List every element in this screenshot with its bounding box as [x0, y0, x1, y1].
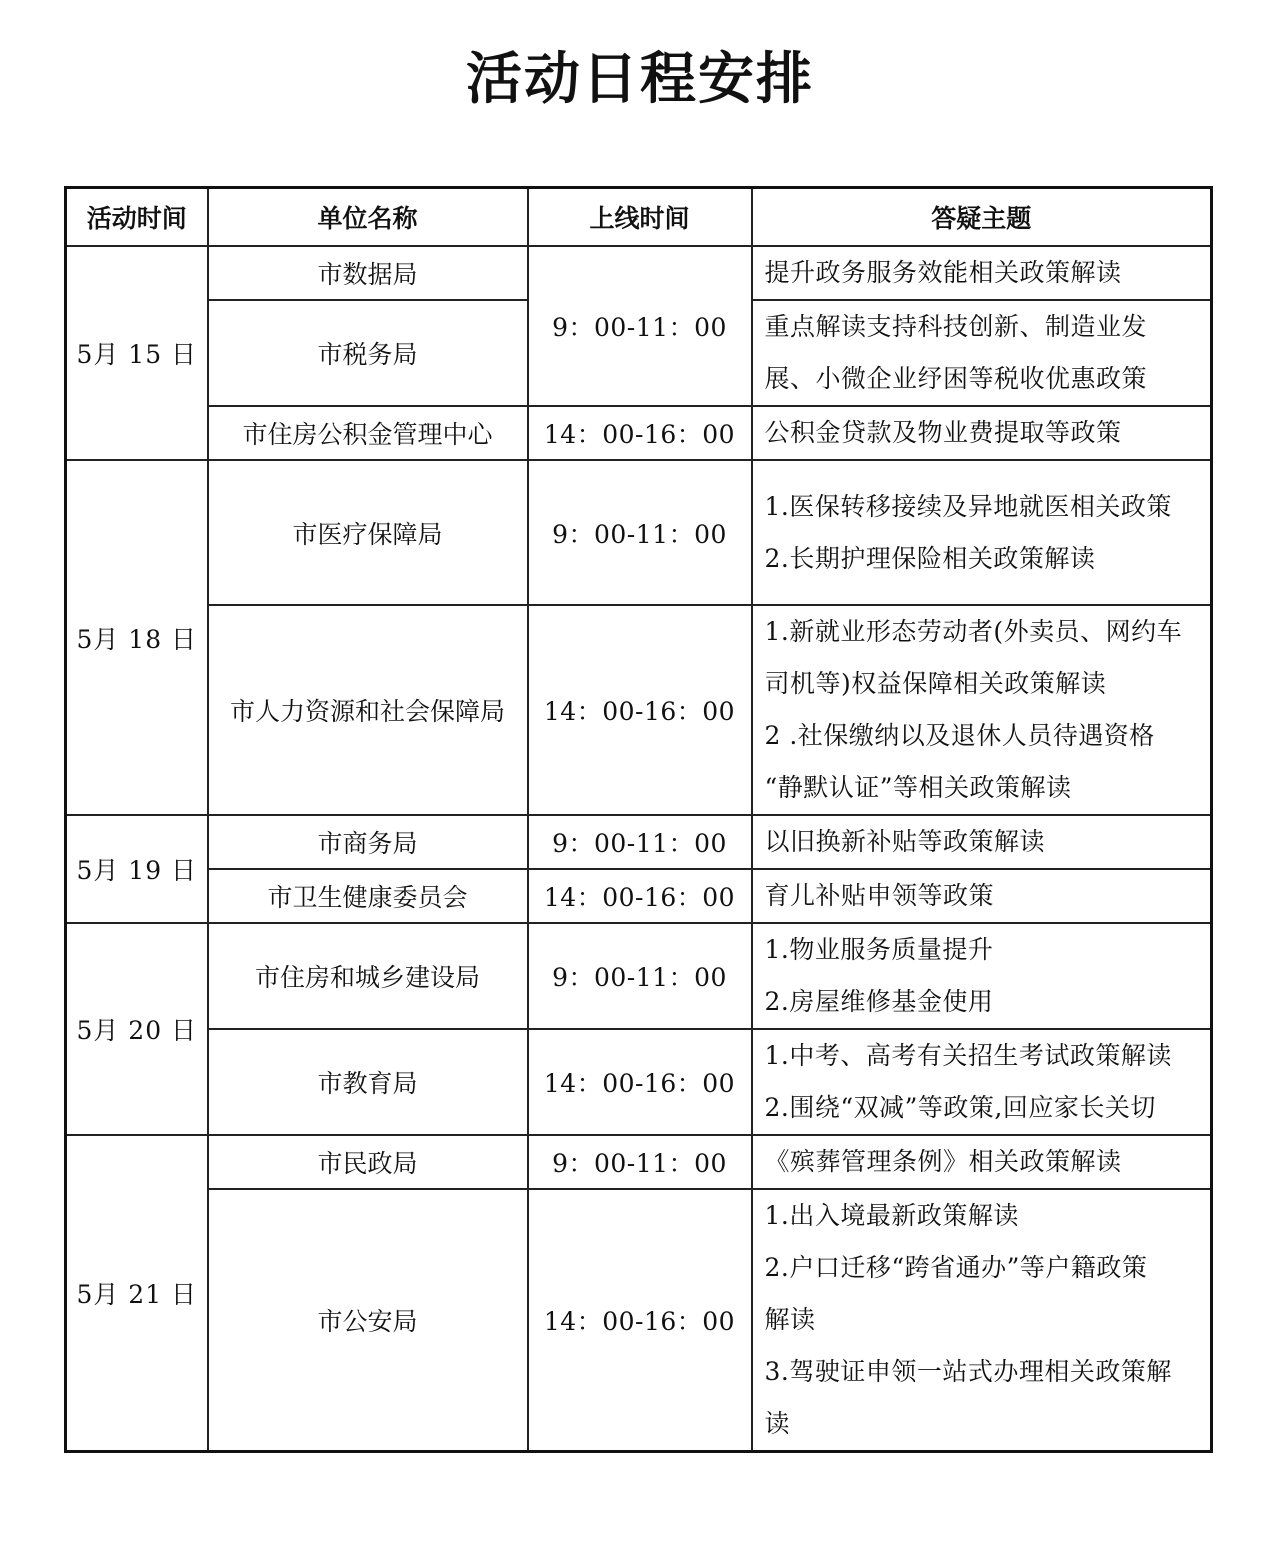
date-cell: 5月 15 日 [66, 246, 208, 460]
table-row [66, 246, 1212, 300]
topic-cell [752, 246, 1212, 300]
time-cell: 14：00-16：00 [528, 605, 752, 815]
unit-cell: 市住房公积金管理中心 [208, 406, 528, 460]
topic-line: 公积金贷款及物业费提取等政策 [764, 418, 1122, 447]
time-cell: 14：00-16：00 [528, 869, 752, 923]
date-cell: 5月 18 日 [66, 460, 208, 815]
table-row [66, 406, 1212, 460]
date-cell: 5月 19 日 [66, 815, 208, 923]
table-row [66, 1189, 1212, 1452]
table-row [66, 923, 1212, 1029]
time-cell: 14：00-16：00 [528, 1029, 752, 1135]
topic-line: 3.驾驶证申领一站式办理相关政策解 [764, 1357, 1172, 1386]
topic-line: 1.医保转移接续及异地就医相关政策 [764, 491, 1172, 521]
table-row [66, 1135, 1212, 1189]
header-unit: 单位名称 [208, 188, 528, 247]
topic-cell [752, 460, 1212, 605]
topic-line: 《殡葬管理条例》相关政策解读 [764, 1147, 1122, 1176]
topic-line: 司机等)权益保障相关政策解读 [764, 669, 1107, 698]
table-row [66, 869, 1212, 923]
header-row [66, 188, 1212, 247]
unit-cell: 市公安局 [208, 1189, 528, 1452]
date-cell: 5月 20 日 [66, 923, 208, 1135]
table-row [66, 460, 1212, 605]
topic-cell [752, 1029, 1212, 1135]
topic-cell [752, 605, 1212, 815]
unit-cell: 市数据局 [208, 246, 528, 300]
time-cell: 9：00-11：00 [528, 246, 752, 406]
unit-cell: 市商务局 [208, 815, 528, 869]
topic-line: 1.新就业形态劳动者(外卖员、网约车 [764, 617, 1183, 646]
time-cell: 14：00-16：00 [528, 406, 752, 460]
topic-cell [752, 1189, 1212, 1452]
time-cell: 9：00-11：00 [528, 815, 752, 869]
unit-cell: 市住房和城乡建设局 [208, 923, 528, 1029]
topic-line: “静默认证”等相关政策解读 [764, 773, 1072, 802]
header-topic: 答疑主题 [752, 188, 1212, 247]
topic-line: 展、小微企业纾困等税收优惠政策 [764, 364, 1148, 393]
table-row [66, 605, 1212, 815]
topic-cell [752, 815, 1212, 869]
topic-line: 2.房屋维修基金使用 [764, 987, 994, 1016]
table-row [66, 1029, 1212, 1135]
unit-cell: 市教育局 [208, 1029, 528, 1135]
topic-line: 2.户口迁移“跨省通办”等户籍政策 [764, 1253, 1148, 1282]
time-cell: 14：00-16：00 [528, 1189, 752, 1452]
topic-cell [752, 300, 1212, 406]
header-date: 活动时间 [66, 188, 208, 247]
topic-cell [752, 923, 1212, 1029]
topic-line: 提升政务服务效能相关政策解读 [764, 258, 1122, 287]
time-cell: 9：00-11：00 [528, 923, 752, 1029]
topic-line: 1.中考、高考有关招生考试政策解读 [764, 1041, 1172, 1070]
topic-line: 读 [764, 1409, 791, 1438]
time-cell: 9：00-11：00 [528, 1135, 752, 1189]
topic-line: 2.围绕“双减”等政策,回应家长关切 [764, 1093, 1156, 1122]
topic-line: 2 .社保缴纳以及退休人员待遇资格 [764, 721, 1155, 750]
topic-line: 育儿补贴申领等政策 [764, 881, 995, 910]
unit-cell: 市人力资源和社会保障局 [208, 605, 528, 815]
topic-line: 以旧换新补贴等政策解读 [764, 827, 1046, 856]
topic-line: 重点解读支持科技创新、制造业发 [764, 312, 1148, 341]
unit-cell: 市民政局 [208, 1135, 528, 1189]
topic-cell [752, 406, 1212, 460]
topic-line: 1.物业服务质量提升 [764, 935, 994, 964]
topic-line: 2.长期护理保险相关政策解读 [764, 543, 1096, 573]
topic-cell [752, 869, 1212, 923]
header-time: 上线时间 [528, 188, 752, 247]
unit-cell: 市医疗保障局 [208, 460, 528, 605]
topic-line: 解读 [764, 1305, 816, 1334]
table-row [66, 815, 1212, 869]
time-cell: 9：00-11：00 [528, 460, 752, 605]
schedule-table [64, 186, 1213, 1453]
topic-cell [752, 1135, 1212, 1189]
page-title: 活动日程安排 [466, 47, 814, 112]
unit-cell: 市税务局 [208, 300, 528, 406]
topic-line: 1.出入境最新政策解读 [764, 1201, 1019, 1230]
unit-cell: 市卫生健康委员会 [208, 869, 528, 923]
date-cell: 5月 21 日 [66, 1135, 208, 1452]
